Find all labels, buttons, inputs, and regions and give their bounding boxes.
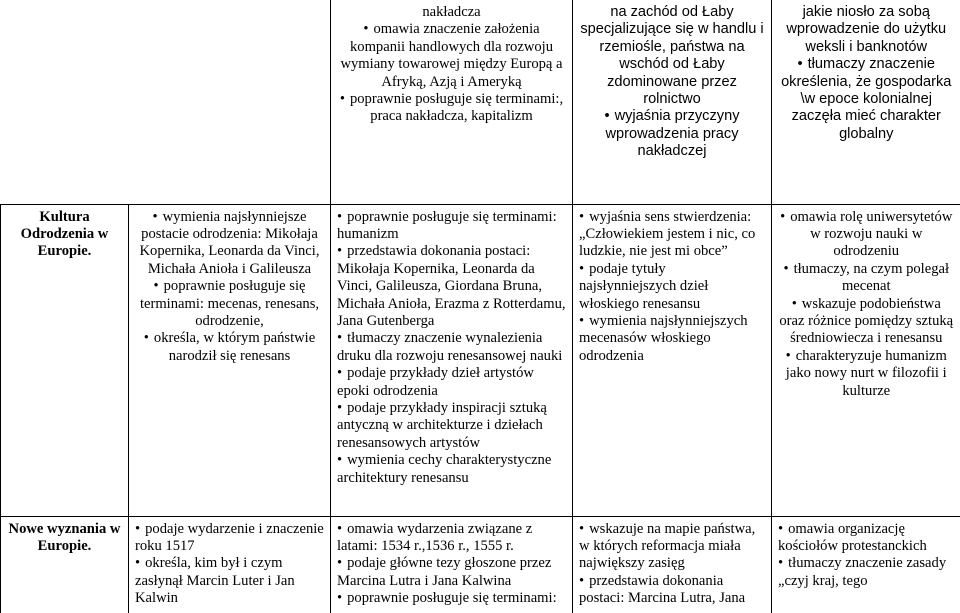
list-item: na zachód od Łaby specjalizujące się w handlu i rzemiośle, państwa na wschód od Łaby zdominowane przez rolnictwo (579, 4, 765, 108)
list-item: • przedstawia dokonania postaci: Mikołaja Kopernika, Leonarda da Vinci, Galileusza, Giordana Bruna, Michała Anioła, Erazma z Rotterdamu, Jana Gutenberga (337, 243, 566, 330)
list-item: • wyjaśnia przyczyny wprowadzenia pracy nakładczej (579, 108, 765, 160)
list-item: • tłumaczy znaczenie zasady „czyj kraj, tego (778, 555, 955, 590)
list-item: • charakteryzuje humanizm jako nowy nurt w filozofii i kulturze (778, 348, 955, 400)
empty-topic-cell (1, 0, 129, 204)
list-item: • omawia rolę uniwersytetów w rozwoju nauki w odrodzeniu (778, 209, 955, 261)
cell-list (135, 209, 324, 366)
list-item: • omawia wydarzenia związane z latami: 1534 r.,1536 r., 1555 r. (337, 521, 566, 556)
list-item: • podaje przykłady inspiracji sztuką antyczną w architekturze i dziełach renesansowych artystów (337, 400, 566, 452)
cell-r2-c1 (129, 516, 331, 613)
cell-r1-c3 (573, 204, 772, 516)
cell-list (579, 209, 765, 366)
empty-cell (129, 0, 331, 204)
cell-list (337, 209, 566, 488)
list-item: • podaje wydarzenie i znaczenie roku 1517 (135, 521, 324, 556)
table-row (1, 516, 960, 613)
list-item: • określa, w którym państwie narodził się renesans (135, 330, 324, 365)
list-item: • poprawnie posługuje się terminami:, praca nakładcza, kapitalizm (337, 91, 566, 126)
list-item: • określa, kim był i czym zasłynął Marcin Luter i Jan Kalwin (135, 555, 324, 607)
list-item: • tłumaczy znaczenie wynalezienia druku dla rozwoju renesansowej nauki (337, 330, 566, 365)
list-item: • omawia organizację kościołów protestanckich (778, 521, 955, 556)
cell-list (135, 521, 324, 608)
cell-r1-c2 (331, 204, 573, 516)
list-item: • poprawnie posługuje się terminami: mecenas, renesans, odrodzenie, (135, 278, 324, 330)
list-item: • podaje przykłady dzieł artystów epoki odrodzenia (337, 365, 566, 400)
cell-r2-c4 (772, 516, 960, 613)
list-item: • podaje tytuły najsłynniejszych dzieł włoskiego renesansu (579, 261, 765, 313)
cell-list (579, 4, 765, 161)
list-item: • poprawnie posługuje się terminami: humanizm (337, 209, 566, 244)
topic-cell: Kultura Odrodzenia w Europie. (1, 204, 129, 516)
list-item: • tłumaczy, na czym polegał mecenat (778, 261, 955, 296)
list-item: • podaje główne tezy głoszone przez Marcina Lutra i Jana Kalwina (337, 555, 566, 590)
cell-list (778, 4, 955, 143)
list-item: • wskazuje podobieństwa oraz różnice pomiędzy sztuką średniowiecza i renesansu (778, 296, 955, 348)
table-row (1, 0, 960, 204)
cell-list (778, 209, 955, 400)
list-item: • poprawnie posługuje się terminami: (337, 590, 566, 607)
list-item: • omawia znaczenie założenia kompanii handlowych dla rozwoju wymiany towarowej między Europą a Afryką, Azją i Ameryką (337, 21, 566, 91)
cell-list (337, 521, 566, 608)
list-item: • wskazuje na mapie państwa, w których reformacja miała największy zasięg (579, 521, 765, 573)
cell-r0-c1 (331, 0, 573, 204)
topic-cell: Nowe wyznania w Europie. (1, 516, 129, 613)
cell-r1-c1 (129, 204, 331, 516)
cell-r1-c4 (772, 204, 960, 516)
cell-list (337, 4, 566, 126)
list-item: nakładcza (337, 4, 566, 21)
list-item: • wyjaśnia sens stwierdzenia: „Człowiekiem jestem i nic, co ludzkie, nie jest mi obce” (579, 209, 765, 261)
list-item: • wymienia najsłynniejszych mecenasów włoskiego odrodzenia (579, 313, 765, 365)
cell-r2-c3 (573, 516, 772, 613)
cell-r2-c2 (331, 516, 573, 613)
table-row (1, 204, 960, 516)
cell-list (778, 521, 955, 591)
list-item: • wymienia najsłynniejsze postacie odrodzenia: Mikołaja Kopernika, Leonarda da Vinci, Michała Anioła i Galileusza (135, 209, 324, 279)
cell-list (579, 521, 765, 608)
list-item: • przedstawia dokonania postaci: Marcina Lutra, Jana (579, 573, 765, 608)
list-item: • wymienia cechy charakterystyczne architektury renesansu (337, 452, 566, 487)
cell-r0-c3 (772, 0, 960, 204)
cell-r0-c2 (573, 0, 772, 204)
list-item: • tłumaczy znaczenie określenia, że gospodarka \w epoce kolonialnej zaczęła mieć charakter globalny (778, 56, 955, 143)
list-item: jakie niosło za sobą wprowadzenie do użytku weksli i banknotów (778, 4, 955, 56)
